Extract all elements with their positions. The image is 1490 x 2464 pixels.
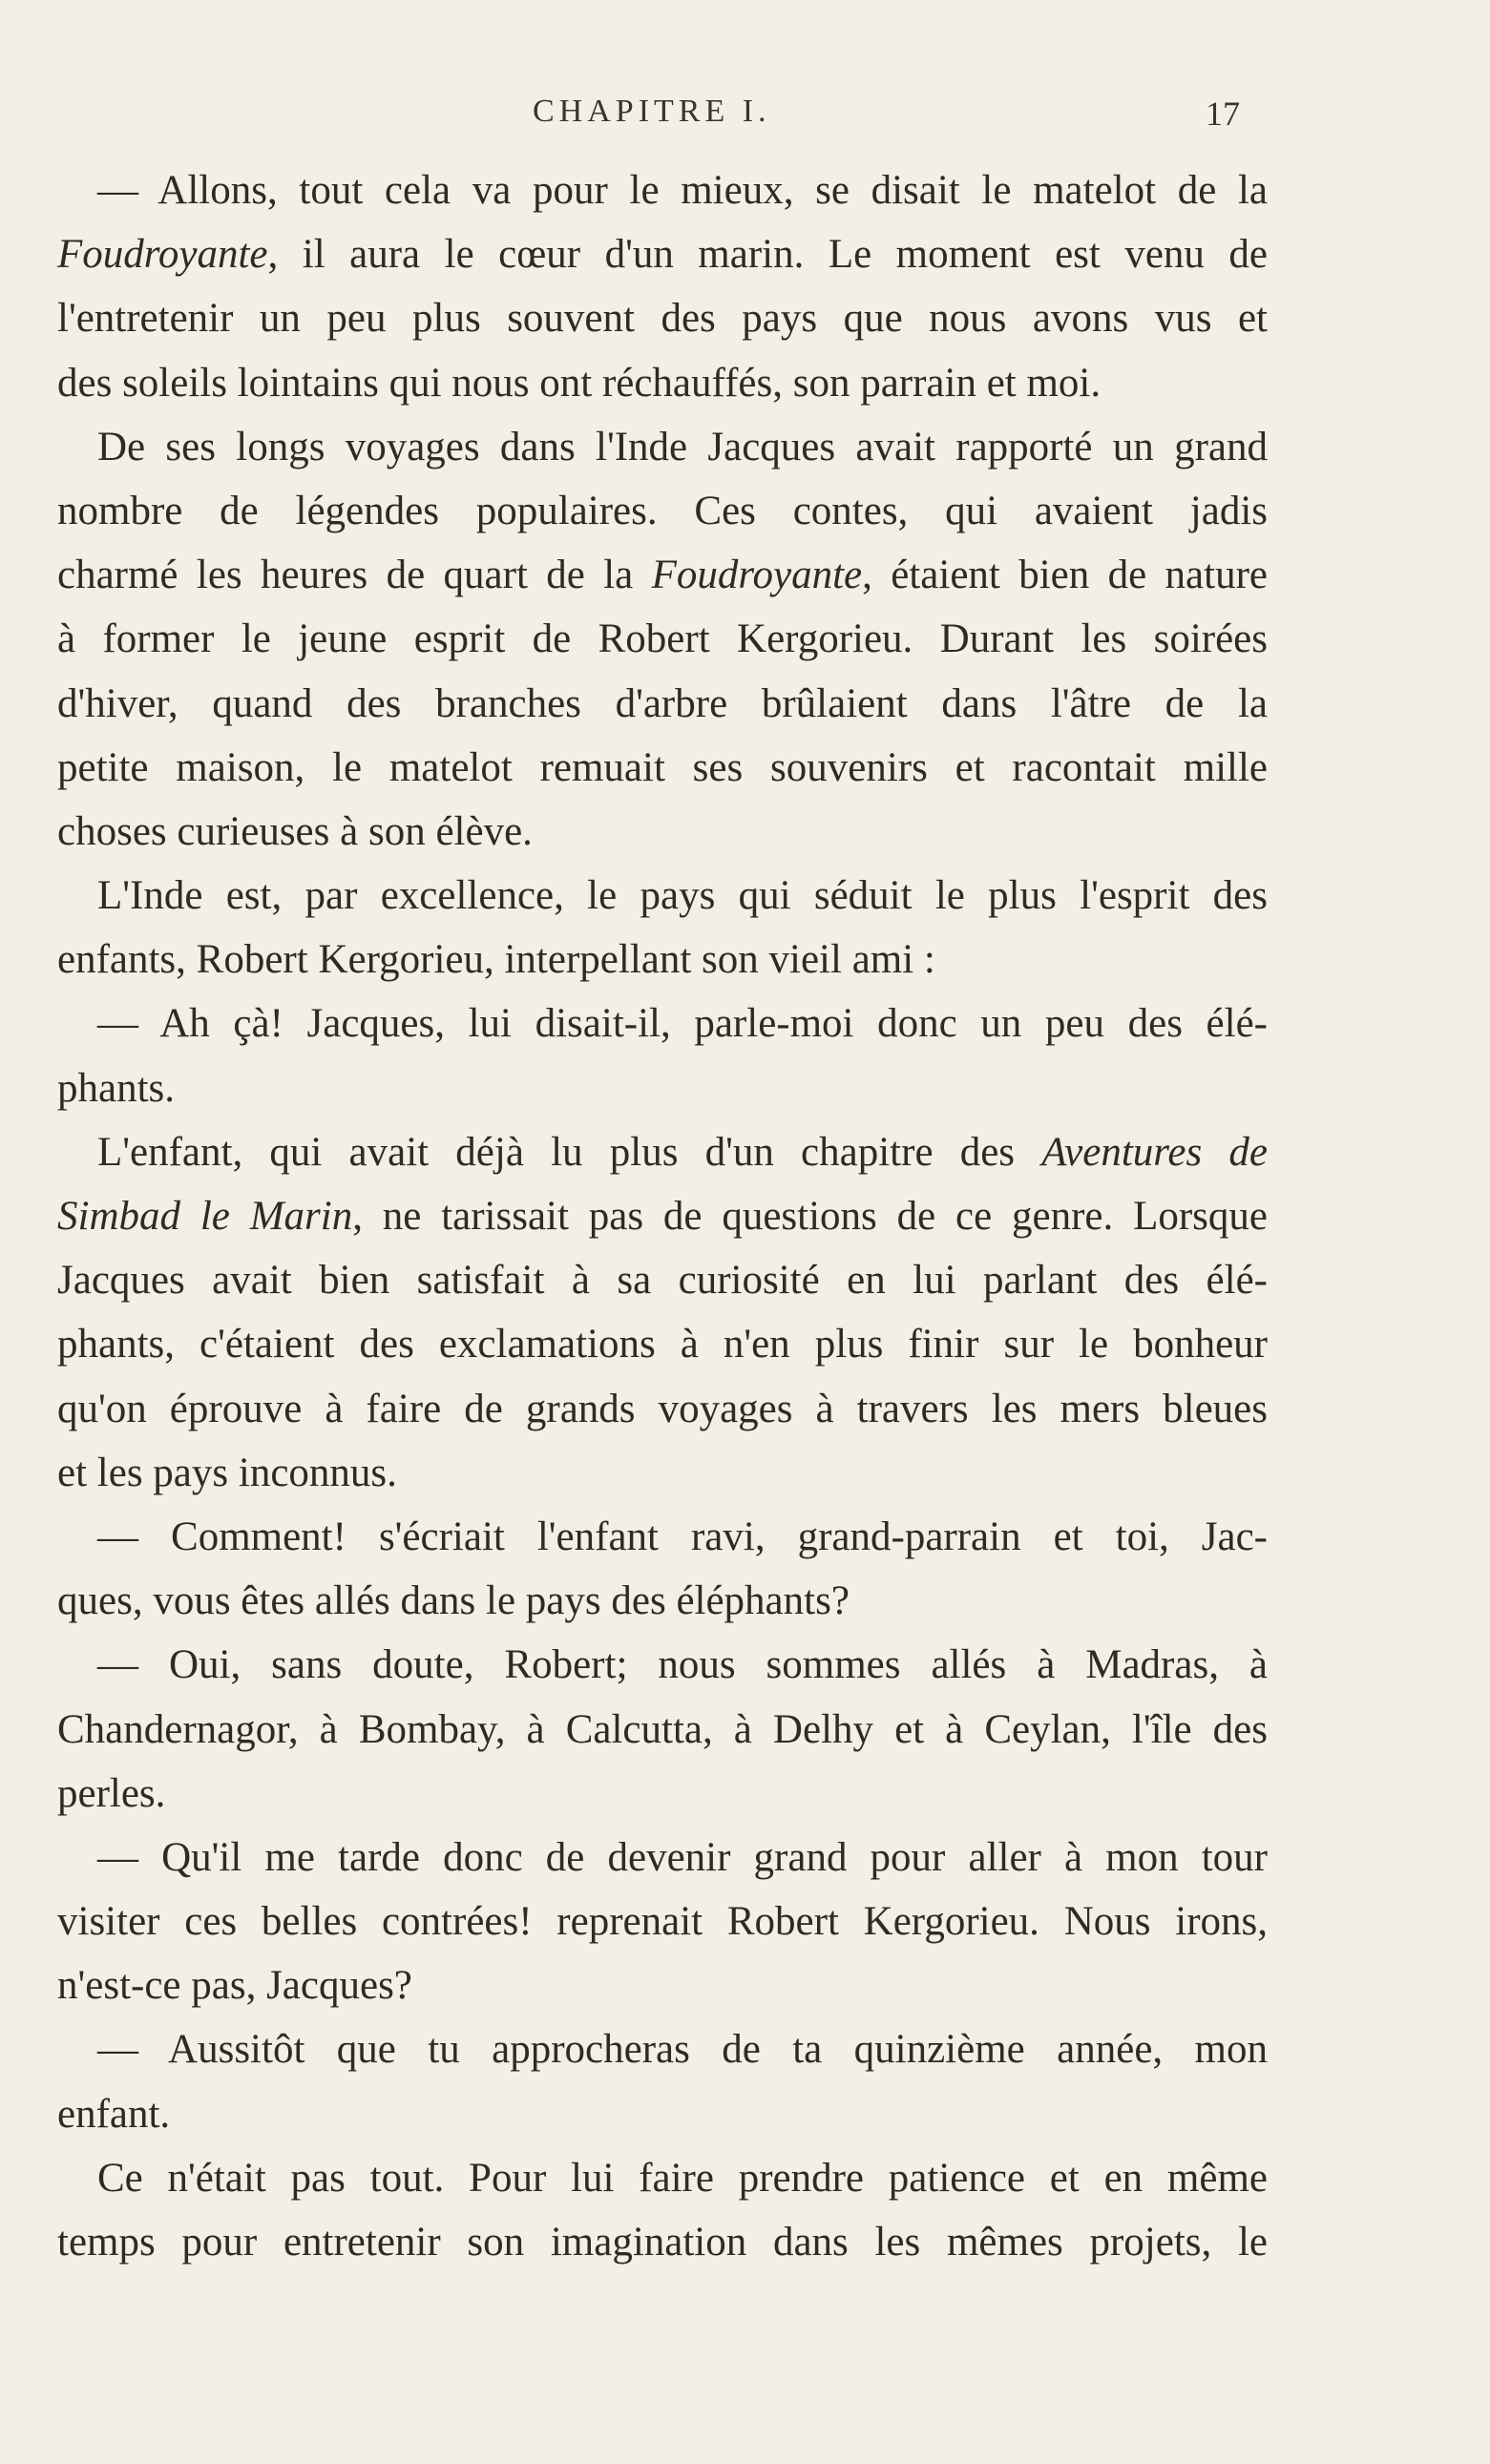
text-line: et les pays inconnus. xyxy=(57,1450,397,1495)
text-line: Jacques avait bien satisfait à sa curiosité en lui parlant des élé- xyxy=(57,1258,1268,1304)
text-span: charmé les heures de quart de la xyxy=(57,553,652,598)
text-span: L'enfant, qui avait déjà lu plus d'un chapitre des xyxy=(97,1129,1042,1175)
italic-span: Simbad le Marin xyxy=(57,1194,353,1239)
text-line: phants. xyxy=(57,1065,176,1111)
text-line: visiter ces belles contrées! reprenait Robert Kergorieu. Nous irons, xyxy=(57,1899,1268,1945)
text-line: enfants, Robert Kergorieu, interpellant son vieil ami : xyxy=(57,937,935,983)
text-line: phants, c'étaient des exclamations à n'en plus finir sur le bonheur xyxy=(57,1322,1268,1368)
text-line: qu'on éprouve à faire de grands voyages à travers les mers bleues xyxy=(57,1386,1268,1431)
text-line: nombre de légendes populaires. Ces contes, qui avaient jadis xyxy=(57,488,1268,533)
text-span: , il aura le cœur d'un marin. Le moment est venu de xyxy=(267,232,1268,278)
text-line: des soleils lointains qui nous ont réchauffés, son parrain et moi. xyxy=(57,360,1102,406)
text-line: — Qu'il me tarde donc de devenir grand pour aller à mon tour xyxy=(97,1834,1268,1880)
text-line: ques, vous êtes allés dans le pays des éléphants? xyxy=(57,1578,850,1624)
text-line: d'hiver, quand des branches d'arbre brûlaient dans l'âtre de la xyxy=(57,680,1268,726)
italic-span: Foudroyante xyxy=(57,232,268,278)
italic-span: Aventures de xyxy=(1041,1129,1268,1175)
text-line: — Allons, tout cela va pour le mieux, se disait le matelot de la xyxy=(97,168,1268,213)
text-line: temps pour entretenir son imagination dans les mêmes projets, le xyxy=(57,2220,1268,2265)
running-title: CHAPITRE I. xyxy=(533,94,771,129)
page-number: 17 xyxy=(1206,94,1240,133)
text-line: — Oui, sans doute, Robert; nous sommes allés à Madras, à xyxy=(97,1642,1268,1688)
text-line: Ce n'était pas tout. Pour lui faire prendre patience et en même xyxy=(97,2155,1268,2201)
page-header xyxy=(0,94,1490,141)
text-line: perles. xyxy=(57,1770,166,1816)
text-line: De ses longs voyages dans l'Inde Jacques avait rapporté un grand xyxy=(97,424,1268,470)
text-line: — Comment! s'écriait l'enfant ravi, grand-parrain et toi, Jac- xyxy=(97,1514,1268,1559)
text-line: choses curieuses à son élève. xyxy=(57,808,533,854)
text-line: — Aussitôt que tu approcheras de ta quinzième année, mon xyxy=(97,2027,1268,2073)
body-text xyxy=(57,158,1268,2274)
text-line: à former le jeune esprit de Robert Kergorieu. Durant les soirées xyxy=(57,616,1268,662)
text-line xyxy=(57,222,1268,286)
text-span: , ne tarissait pas de questions de ce genre. Lorsque xyxy=(352,1194,1268,1239)
text-line: petite maison, le matelot remuait ses souvenirs et racontait mille xyxy=(57,744,1268,790)
text-line: enfant. xyxy=(57,2091,171,2137)
text-line: Chandernagor, à Bombay, à Calcutta, à Delhy et à Ceylan, l'île des xyxy=(57,1706,1268,1752)
text-line xyxy=(57,1120,1268,1184)
text-line: l'entretenir un peu plus souvent des pays que nous avons vus et xyxy=(57,296,1268,342)
text-line: L'Inde est, par excellence, le pays qui séduit le plus l'esprit des xyxy=(97,873,1268,919)
text-span: , étaient bien de nature xyxy=(862,553,1268,598)
italic-span: Foudroyante xyxy=(651,553,863,598)
text-line xyxy=(57,1184,1268,1248)
text-line xyxy=(57,543,1268,607)
text-line: n'est-ce pas, Jacques? xyxy=(57,1963,412,2009)
text-line: — Ah çà! Jacques, lui disait-il, parle-moi donc un peu des élé- xyxy=(97,1001,1268,1047)
